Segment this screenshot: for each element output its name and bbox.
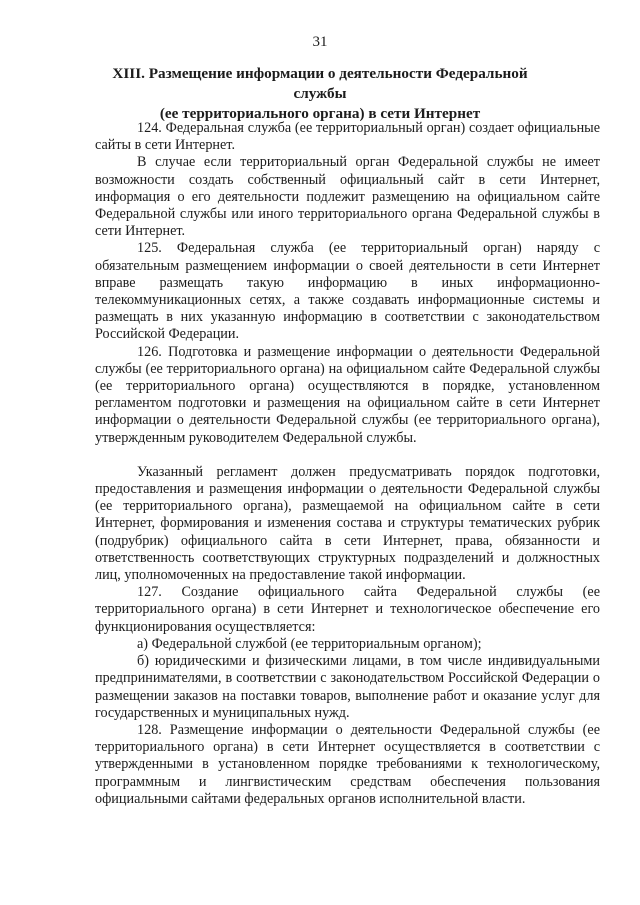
- paragraph-126-regulation: Указанный регламент должен предусматривать порядок подготовки, предоставления и размещения информации о деятельности Федеральной службы (ее территориального органа), размещаемой на официальном сайте в сети Интернет, формирования и изменения состава и структуры тематических рубрик (подрубрик) официального сайта в сети Интернет, права, обязанности и ответственность соответствующих структурных подразделений и должностных лиц, уполномоченных на предоставление такой информации.: [95, 463, 600, 584]
- paragraph-128: 128. Размещение информации о деятельности Федеральной службы (ее территориального органа) в сети Интернет осуществляется в соответствии с утвержденными в установленном порядке требованиями к технологическому, программным и лингвистическим средствам обеспечения пользования официальными сайтами федеральных органов исполнительной власти.: [95, 721, 600, 807]
- paragraph-126: 126. Подготовка и размещение информации о деятельности Федеральной службы (ее территориального органа) на официальном сайте Федеральной службы (ее территориального органа) осуществляются в порядке, установленном регламентом подготовки и размещения на официальном сайте в сети Интернет информации о деятельности Федеральной службы (ее территориального органа), утвержденным руководителем Федеральной службы.: [95, 343, 600, 446]
- paragraph-127-item-a: а) Федеральной службой (ее территориальным органом);: [137, 635, 482, 652]
- paragraph-127-item-b: б) юридическими и физическими лицами, в том числе индивидуальными предпринимателями, в соответствии с законодательством Российской Федерации о размещении заказов на поставки товаров, выполнение работ и оказание услуг для государственных и муниципальных нужд.: [95, 653, 600, 721]
- paragraph-124: 124. Федеральная служба (ее территориальный орган) создает официальные сайты в сети Интернет.: [95, 120, 600, 154]
- paragraph-124-continuation: В случае если территориальный орган Федеральной службы не имеет возможности создать собственный официальный сайт в сети Интернет, информация о его деятельности подлежит размещению на официальном сайте Федеральной службы или иного территориального органа Федеральной службы в сети Интернет.: [95, 154, 600, 240]
- document-body: [95, 120, 600, 808]
- section-heading: [100, 64, 540, 124]
- section-heading-line-2: (ее территориального органа) в сети Интернет: [159, 105, 481, 122]
- page-number: 31: [312, 34, 328, 50]
- paragraph-125: 125. Федеральная служба (ее территориальный орган) наряду с обязательным размещением информации о своей деятельности в сети Интернет вправе размещать такую информацию в иных информационно-телекоммуникационных сетях, а также создавать информационные системы и размещать в них указанную информацию в соответствии с законодательством Российской Федерации.: [95, 240, 600, 343]
- section-heading-line-1: XIII. Размещение информации о деятельности Федеральной службы: [112, 65, 528, 102]
- paragraph-127: 127. Создание официального сайта Федеральной службы (ее территориального органа) в сети Интернет и технологическое обеспечение его функционирования осуществляется:: [95, 584, 600, 635]
